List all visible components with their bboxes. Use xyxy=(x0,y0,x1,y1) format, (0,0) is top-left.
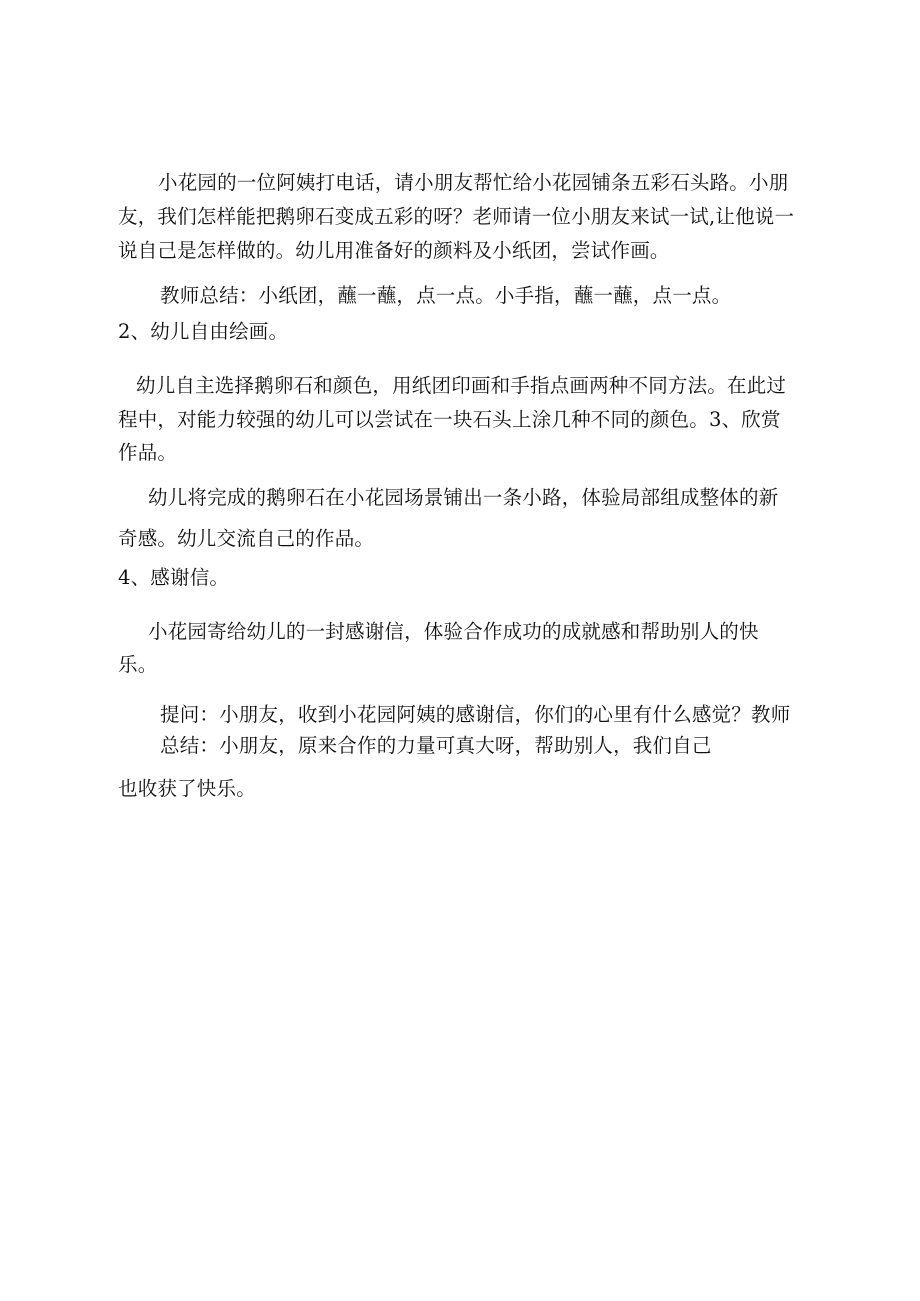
text-line: 也收获了快乐。 xyxy=(118,777,256,800)
text-line: 友，我们怎样能把鹅卵石变成五彩的呀？老师请一位小朋友来试一试,让他说一 xyxy=(118,205,795,228)
text-line: 说自己是怎样做的。幼儿用准备好的颜料及小纸团，尝试作画。 xyxy=(118,239,670,262)
section-heading: 2、幼儿自由绘画。 xyxy=(118,320,289,343)
text-line: 幼儿自主选择鹅卵石和颜色，用纸团印画和手指点画两种不同方法。在此过 xyxy=(136,374,787,397)
section-heading: 4、感谢信。 xyxy=(118,566,230,589)
text-line: 提问：小朋友，收到小花园阿姨的感谢信，你们的心里有什么感觉？教师 xyxy=(160,703,791,726)
text-line: 程中，对能力较强的幼儿可以尝试在一块石头上涂几种不同的颜色。3、欣赏 xyxy=(118,408,781,431)
text-line: 总结：小朋友，原来合作的力量可真大呀，帮助别人，我们自己 xyxy=(160,734,712,757)
text-line: 奇感。幼儿交流自己的作品。 xyxy=(118,527,375,550)
text-line: 小花园的一位阿姨打电话，请小朋友帮忙给小花园铺条五彩石头路。小朋 xyxy=(158,171,789,194)
text-line: 乐。 xyxy=(118,653,158,676)
text-line: 作品。 xyxy=(118,441,178,464)
text-line: 小花园寄给幼儿的一封感谢信，体验合作成功的成就感和帮助别人的快 xyxy=(148,620,759,643)
text-line: 教师总结：小纸团，蘸一蘸，点一点。小手指，蘸一蘸，点一点。 xyxy=(160,284,732,307)
text-line: 幼儿将完成的鹅卵石在小花园场景铺出一条小路，体验局部组成整体的新 xyxy=(148,486,779,509)
